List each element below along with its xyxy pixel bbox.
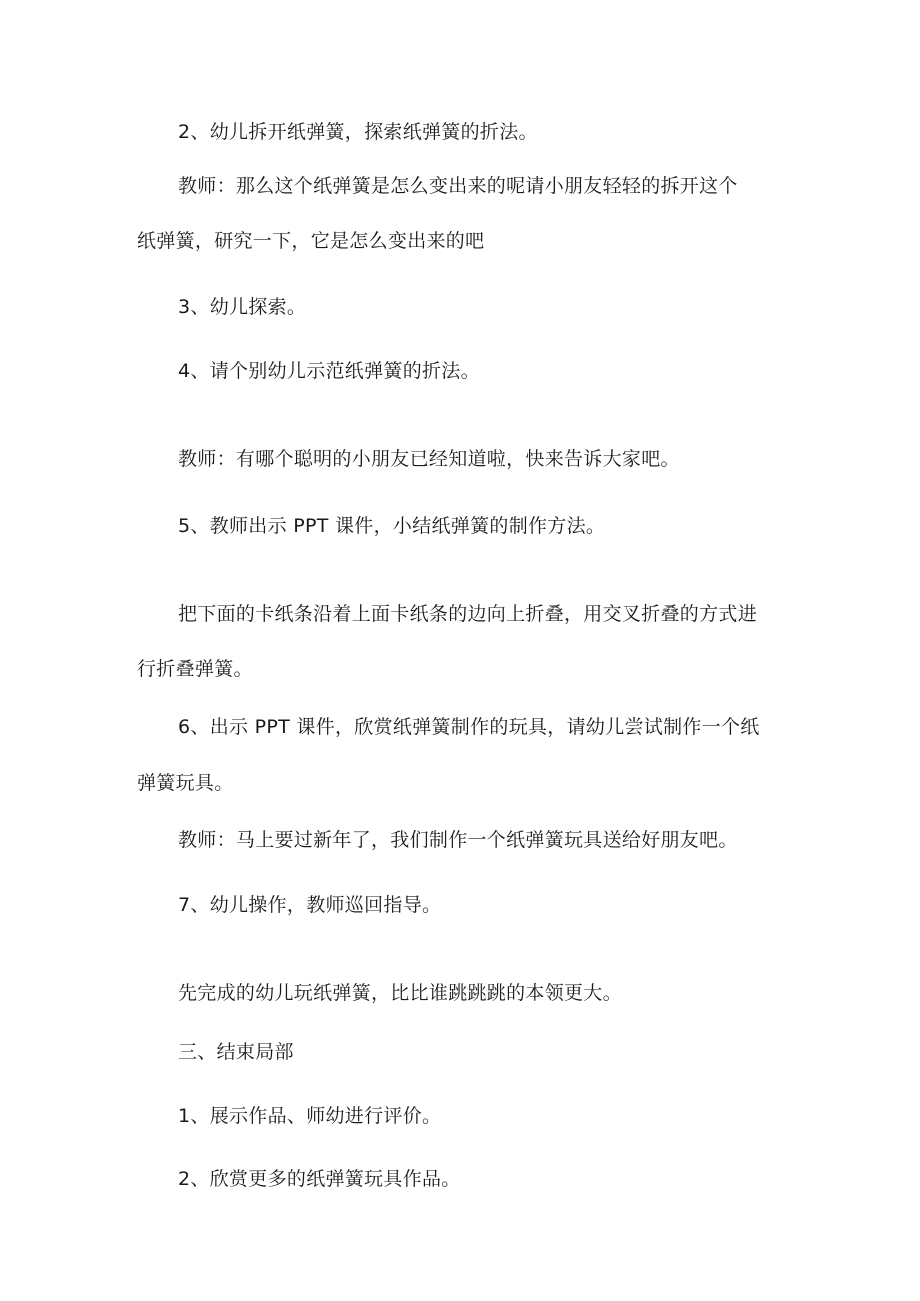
paragraph-teacher-1-cont: 纸弹簧，研究一下，它是怎么变出来的吧 (137, 230, 485, 252)
paragraph-end-step-2: 2、欣赏更多的纸弹簧玩具作品。 (178, 1168, 461, 1190)
paragraph-step-7: 7、幼儿操作，教师巡回指导。 (178, 894, 442, 916)
paragraph-end-step-1: 1、展示作品、师幼进行评价。 (178, 1105, 442, 1127)
paragraph-step-6: 6、出示 PPT 课件，欣赏纸弹簧制作的玩具，请幼儿尝试制作一个纸 (178, 716, 760, 738)
paragraph-fold-method: 把下面的卡纸条沿着上面卡纸条的边向上折叠，用交叉折叠的方式进 (178, 603, 758, 625)
paragraph-teacher-2: 教师：有哪个聪明的小朋友已经知道啦，快来告诉大家吧。 (178, 448, 680, 470)
section-heading-end: 三、结束局部 (178, 1041, 294, 1063)
paragraph-teacher-3: 教师：马上要过新年了，我们制作一个纸弹簧玩具送给好朋友吧。 (178, 829, 738, 851)
paragraph-teacher-1: 教师：那么这个纸弹簧是怎么变出来的呢请小朋友轻轻的拆开这个 (178, 175, 738, 197)
paragraph-step-4: 4、请个别幼儿示范纸弹簧的折法。 (178, 360, 480, 382)
paragraph-play: 先完成的幼儿玩纸弹簧，比比谁跳跳跳的本领更大。 (178, 982, 622, 1004)
paragraph-step-6-cont: 弹簧玩具。 (137, 772, 234, 794)
paragraph-step-3: 3、幼儿探索。 (178, 296, 307, 318)
paragraph-step-2: 2、幼儿拆开纸弹簧，探索纸弹簧的折法。 (178, 121, 538, 143)
paragraph-step-5: 5、教师出示 PPT 课件，小结纸弹簧的制作方法。 (178, 515, 606, 537)
paragraph-fold-method-cont: 行折叠弹簧。 (137, 658, 253, 680)
